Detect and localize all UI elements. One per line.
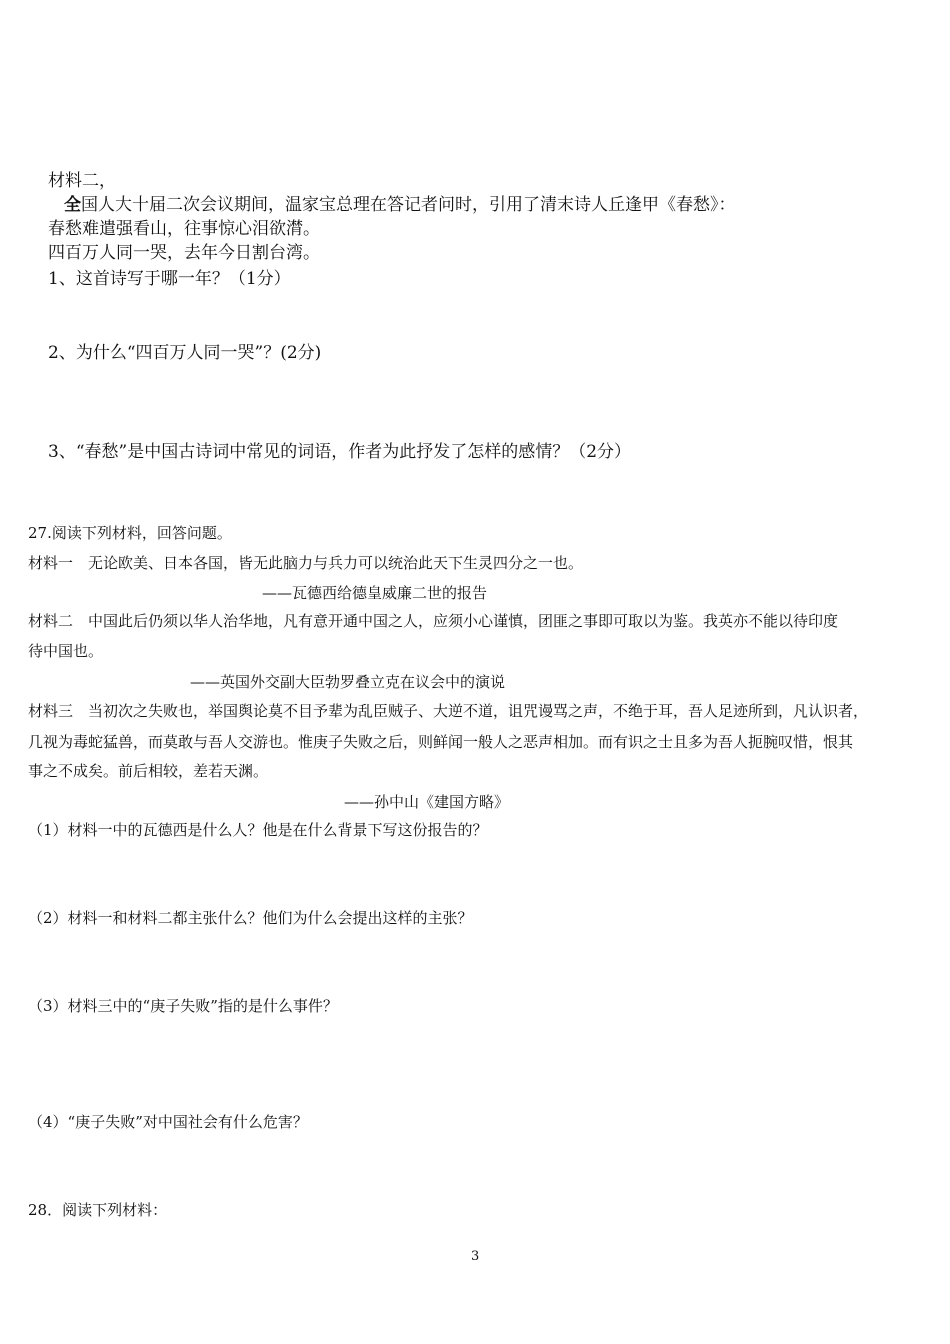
question-2: 2、为什么“四百万人同一哭”？(2分) [48, 343, 322, 363]
q27-heading: 27.阅读下列材料，回答问题。 [28, 524, 232, 542]
q27-sub-question-2: （2）材料一和材料二都主张什么？他们为什么会提出这样的主张？ [28, 909, 473, 927]
q27-material-3-line-1: 材料三 当初次之失败也，举国舆论莫不目予辈为乱臣贼子、大逆不道，诅咒谩骂之声，不绝于耳，吾人足迹所到，凡认识者， [28, 702, 869, 720]
q27-material-3-source: ——孙中山《建国方略》 [344, 793, 510, 811]
poem-line-1: 春愁难遣强看山，往事惊心泪欲潸。 [48, 219, 320, 239]
material-intro [64, 197, 736, 214]
material-heading: 材料二， [48, 171, 116, 191]
q28-heading: 28．阅读下列材料： [28, 1201, 168, 1219]
q27-sub-question-3: （3）材料三中的“庚子失败”指的是什么事件？ [28, 997, 338, 1015]
q27-material-3-line-2: 几视为毒蛇猛兽，而莫敢与吾人交游也。惟庚子失败之后，则鲜闻一般人之恶声相加。而有识之士且多为吾人扼腕叹惜，恨其 [28, 733, 854, 751]
q27-material-1-source: ——瓦德西给德皇威廉二世的报告 [262, 584, 488, 602]
question-1: 1、这首诗写于哪一年？（1分） [48, 269, 291, 289]
intro-text: 国人大十届二次会议期间，温家宝总理在答记者问时，引用了清末诗人丘逢甲《春愁》： [81, 195, 736, 215]
question-3: 3、“春愁”是中国古诗词中常见的词语，作者为此抒发了怎样的感情？（2分） [48, 442, 632, 462]
q27-material-1: 材料一 无论欧美、日本各国，皆无此脑力与兵力可以统治此天下生灵四分之一也。 [28, 554, 584, 572]
q27-material-2-line-1: 材料二 中国此后仍须以华人治华地，凡有意开通中国之人，应须小心谨慎，团匪之事即可取以为鉴。我英亦不能以待印度 [28, 612, 839, 630]
q27-material-3-line-3: 事之不成矣。前后相较，差若天渊。 [28, 762, 269, 780]
q27-sub-question-1: （1）材料一中的瓦德西是什么人？他是在什么背景下写这份报告的？ [28, 821, 488, 839]
q27-sub-question-4: （4）“庚子失败”对中国社会有什么危害？ [28, 1113, 308, 1131]
intro-first-char: 全 [64, 195, 81, 215]
poem-line-2: 四百万人同一哭，去年今日割台湾。 [48, 243, 320, 263]
page-number: 3 [471, 1249, 480, 1264]
q27-material-2-source: ——英国外交副大臣勃罗叠立克在议会中的演说 [190, 673, 506, 691]
q27-material-2-line-2: 待中国也。 [28, 642, 104, 660]
